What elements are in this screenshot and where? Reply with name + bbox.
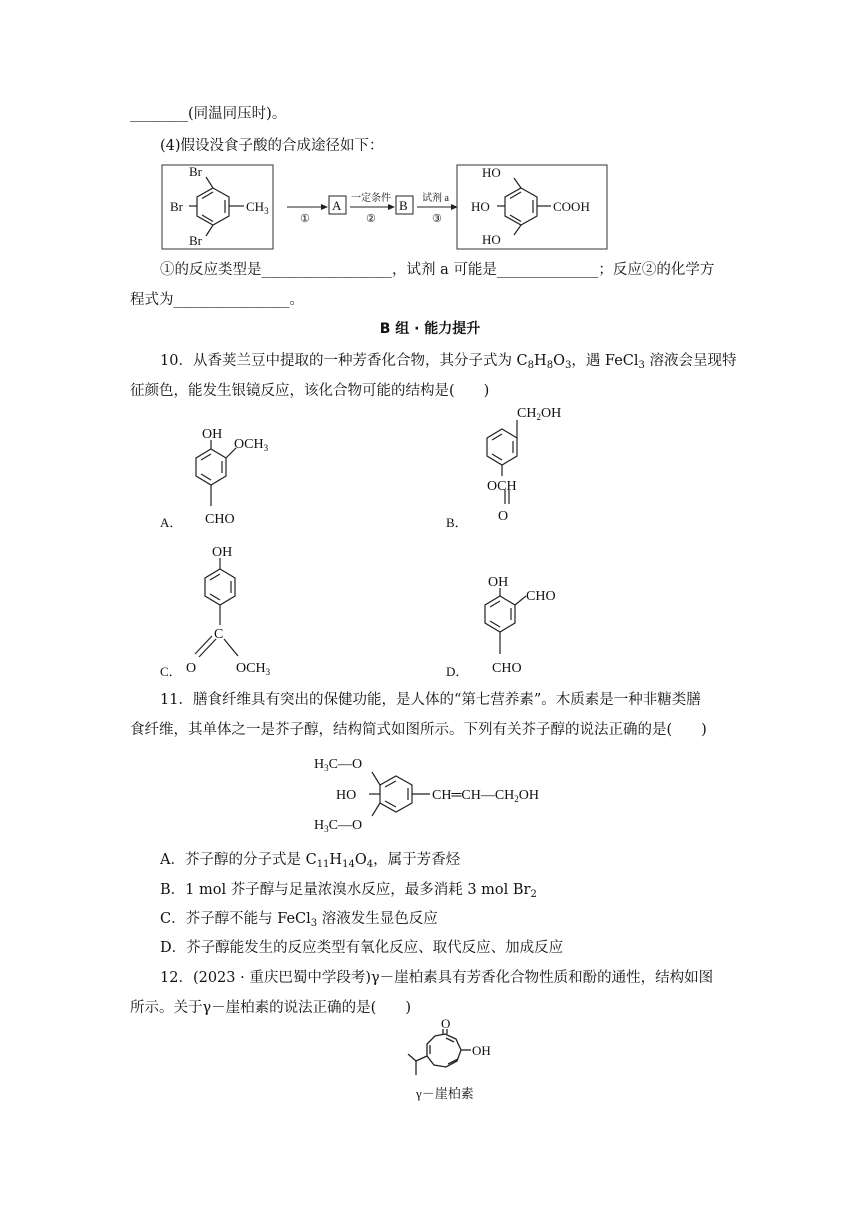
- svg-text:O: O: [186, 661, 197, 676]
- svg-text:O: O: [498, 509, 509, 524]
- section-title: B 组 · 能力提升: [379, 321, 481, 337]
- svg-text:OH: OH: [212, 545, 233, 560]
- q9-blank-line: ________(同温同压时)。: [130, 106, 287, 122]
- q12-stem-line2: 所示。关于γ－崖柏素的说法正确的是( ): [130, 1000, 411, 1016]
- br-label: Br: [189, 164, 202, 179]
- q9-part4-intro: (4)假设没食子酸的合成途径如下：: [160, 138, 384, 154]
- q11-option-b: B．1 mol 芥子醇与足量浓溴水反应，最多消耗 3 mol $Br_2$: [160, 882, 537, 900]
- svg-text:CHO: CHO: [492, 661, 522, 676]
- intermediate-a: A: [332, 198, 342, 213]
- step3-condition: 试剂 a: [422, 193, 449, 204]
- svg-text:CHO: CHO: [526, 589, 556, 604]
- step2-condition: 一定条件: [351, 193, 391, 204]
- q10-stem-line1: 10．从香荚兰豆中提取的一种芳香化合物，其分子式为 $C_8H_8O_3$，遇 FeCl$_3$ 溶液会呈现特: [160, 353, 737, 371]
- option-letter: A．: [160, 515, 183, 530]
- q11-option-c: C．芥子醇不能与 FeCl$_3$ 溶液发生显色反应: [160, 911, 438, 929]
- br-label: Br: [189, 233, 202, 248]
- q12-hinokitiol-structure: [0, 1018, 860, 1108]
- synthesis-scheme: [0, 160, 860, 250]
- ho-label: HO: [471, 199, 490, 214]
- svg-text:OH: OH: [488, 575, 509, 590]
- svg-text:OCH3: $OCH_3$: [236, 661, 271, 677]
- option-letter: B．: [446, 515, 468, 530]
- q9-blank-line1: ①的反应类型是__________________，试剂 a 可能是______________；反应②的化学方: [160, 262, 715, 278]
- q9-blank-line2: 程式为________________。: [130, 292, 304, 308]
- svg-text:OCH3: $OCH_3$: [234, 437, 269, 453]
- svg-text:CH2OH: $CH_2OH$: [517, 406, 562, 422]
- svg-text:H3C—O: $H_3C—O$: [314, 818, 363, 834]
- structure-caption: γ－崖柏素: [416, 1086, 474, 1101]
- svg-text:OCH: OCH: [487, 479, 517, 494]
- q11-stem-line2: 食纤维，其单体之一是芥子醇，结构简式如图所示。下列有关芥子醇的说法正确的是( ): [130, 722, 707, 738]
- intermediate-b: B: [399, 198, 408, 213]
- svg-text:H3C—O: $H_3C—O$: [314, 757, 363, 773]
- svg-text:HO: HO: [336, 788, 357, 803]
- hydroxyl-oh: OH: [472, 1043, 491, 1058]
- svg-text:OH: OH: [202, 427, 223, 442]
- q10-option-b-structure: [0, 400, 860, 530]
- svg-text:CHO: CHO: [205, 512, 235, 527]
- step3-label: ③: [432, 213, 442, 225]
- cooh-label: COOH: [553, 199, 590, 214]
- q12-stem-line1: 12．(2023 · 重庆巴蜀中学段考)γ－崖柏素具有芳香化合物性质和酚的通性，结构如图: [160, 970, 714, 986]
- svg-text:C: C: [214, 627, 224, 642]
- q11-sinapyl-alcohol-structure: [0, 744, 860, 844]
- step2-label: ②: [366, 213, 376, 225]
- q10-option-d-structure: [0, 568, 860, 688]
- ho-label: HO: [482, 232, 501, 247]
- q10-stem-line2: 征颜色，能发生银镜反应，该化合物可能的结构是( ): [130, 383, 490, 399]
- step1-label: ①: [300, 213, 310, 225]
- svg-text:CH═CH—CH2OH: $CH═CH—CH_2OH$: [432, 788, 539, 804]
- option-letter: D．: [446, 664, 469, 679]
- q11-option-a: A．芥子醇的分子式是 $C_{11}H_{14}O_4$，属于芳香烃: [160, 852, 461, 870]
- option-letter: C．: [160, 664, 182, 679]
- br-label: Br: [170, 199, 183, 214]
- ho-label: HO: [482, 165, 501, 180]
- ketone-o: O: [441, 1016, 451, 1031]
- q11-option-d: D．芥子醇能发生的反应类型有氧化反应、取代反应、加成反应: [160, 940, 564, 956]
- q11-stem-line1: 11．膳食纤维具有突出的保健功能，是人体的“第七营养素”。木质素是一种非糖类膳: [160, 692, 701, 708]
- ch3-label: $CH_3$: [246, 199, 269, 216]
